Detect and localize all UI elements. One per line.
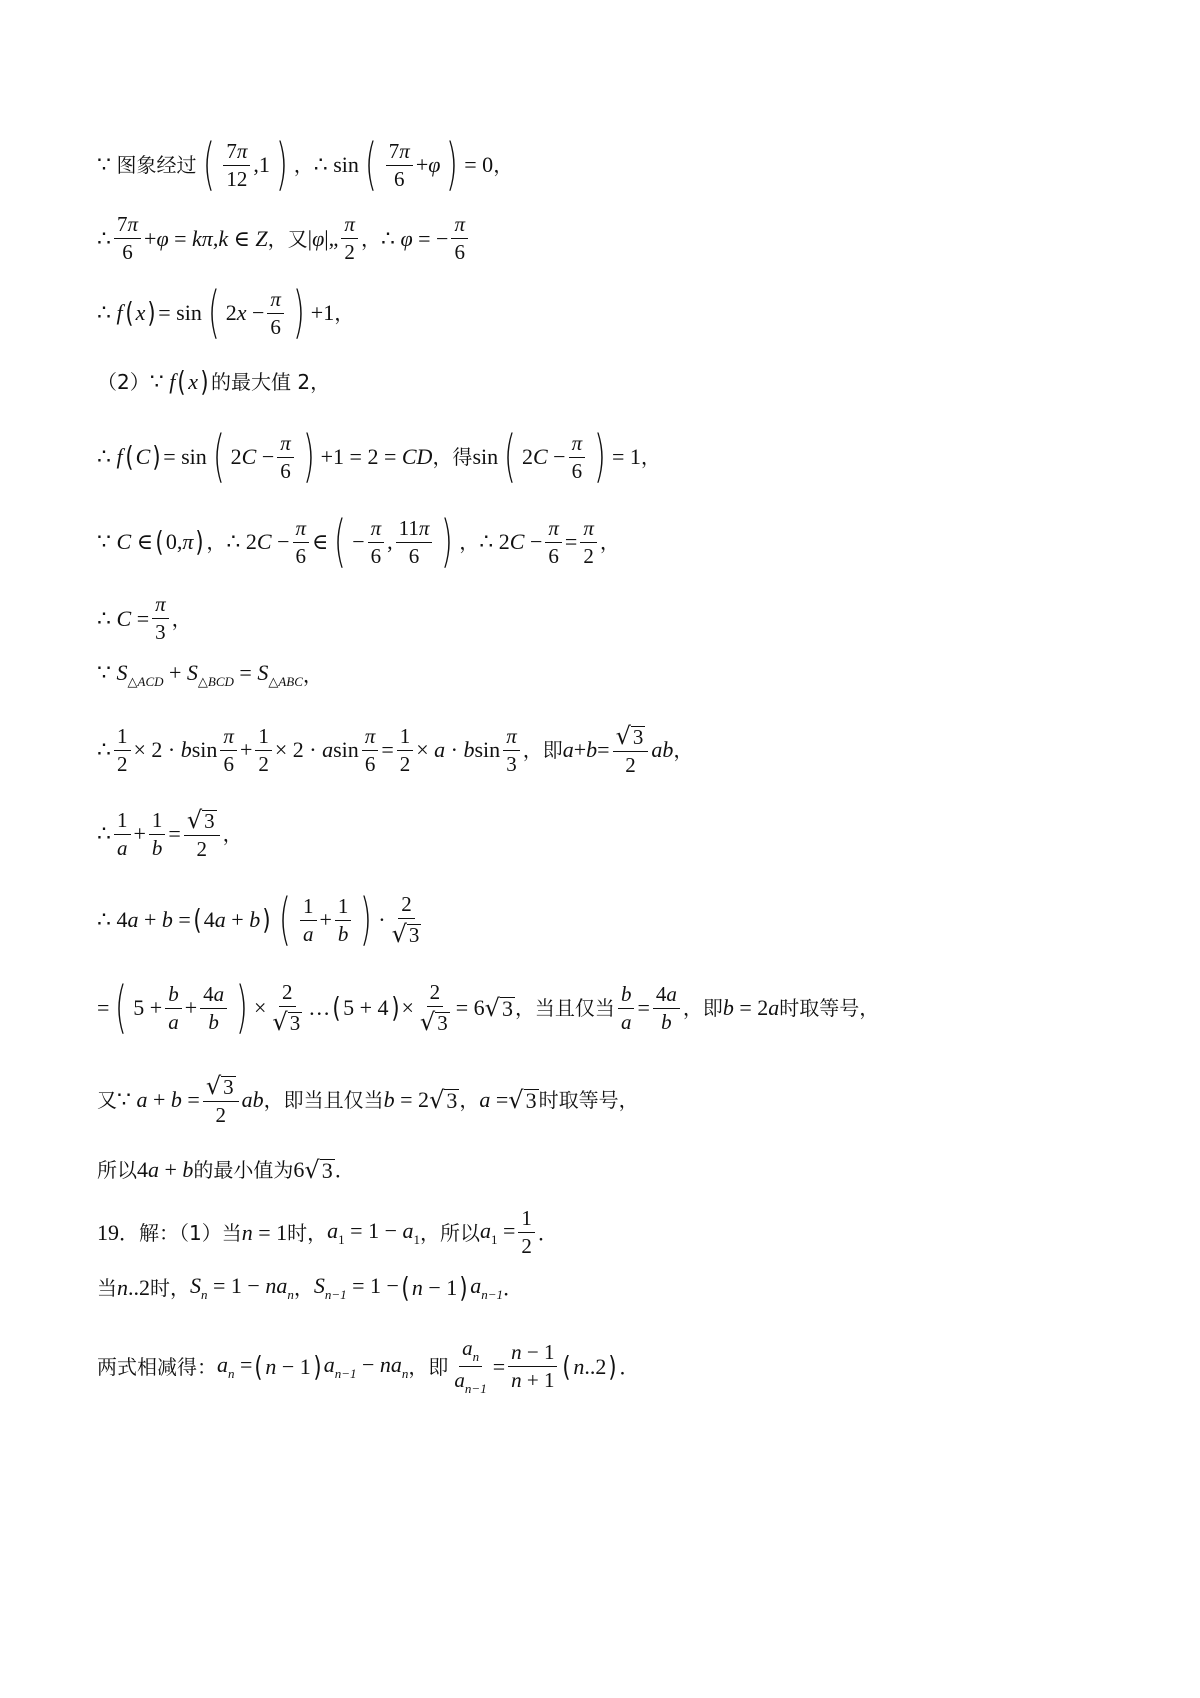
line-13: 又 ∵ a + b = √ 3 2 ab ，即当且仅当 b = 2 √ 3 ， a = √ 3 时取等号， — [97, 1072, 639, 1127]
line-3: ∴ f ( x ) = sin ( 2x − $\frac{\pi}{6}$ ) +1 ， — [97, 280, 355, 345]
line-7: ∴ C = $\frac{\pi}{3}$ ， — [97, 592, 192, 644]
line-4: （2） ∵ f ( x ) 的最大值 2， — [97, 365, 331, 398]
line-14: 所以 4a + b 的最小值为 6 √ 3 ． — [97, 1156, 355, 1184]
line-12: = ( 5 + $\frac{b}{a}$ + $\frac{4a}{b}$ ) × 2 √ 3 … ( 5 + 4 ) × 2 √ 3 = 6 √ 3 ，当且仅当 $\frac{b}{a}$ = $\frac{4a}{b}$ ，即 b = 2a 时取等号， — [97, 974, 880, 1040]
line-1: ∵ 图象经过 ( $\frac{7\pi}{12}$ ,1 ) ， ∴ sin ( $\frac{7\pi}{6}$ +φ ) = 0 ， — [97, 132, 514, 197]
line-9: ∴ $\frac{1}{2}$ × 2 · bsin $\frac{\pi}{6}$ + $\frac{1}{2}$ × 2 · asin $\frac{\pi}{6}$ = $\frac{1}{2}$ × a · bsin $\frac{\pi}{3}$ ，即 a + b = √ 3 2 ab ， — [97, 722, 694, 777]
line-17: 两式相减得： $a_n$ = ( n − 1 ) $a_{n-1} - na_n$ ，即 $\frac{a_n}{a_{n-1}}$ = $\frac{n - 1}{n + 1}$ ( n..2 ) ． — [97, 1336, 640, 1396]
line-10: ∴ $\frac{1}{a}$ + $\frac{1}{b}$ = √ 3 2 ， — [97, 806, 243, 861]
line-11: ∴ 4a + b = ( 4a + b ) ( $\frac{1}{a}$ + $\frac{1}{b}$ ) · 2 √ 3 — [97, 886, 420, 952]
line-5: ∴ f ( C ) = sin ( 2C − $\frac{\pi}{6}$ ) +1 = 2 = CD ，得 sin ( 2C − $\frac{\pi}{6}$ ) = 1 ， — [97, 424, 661, 489]
line-8: ∵ $S_{\triangle ACD} + S_{\triangle BCD} = S_{\triangle ABC}$ ， — [97, 660, 323, 689]
line-6: ∵ C ∈ ( 0,π ) ， ∴ 2C − $\frac{\pi}{6}$ ∈ ( − $\frac{\pi}{6}$ , $\frac{11\pi}{6}$ ) ， ∴ 2C − $\frac{\pi}{6}$ = $\frac{\pi}{2}$ ， — [97, 509, 620, 574]
line-2: ∴ $\frac{7\pi}{6}$ +φ = kπ,k ∈ Z ，又 |φ|„ $\frac{\pi}{2}$ ， ∴ φ = − $\frac{\pi}{6}$ — [97, 214, 471, 263]
line-16: 当 n..2 时， $S_n = 1 - na_n$ ， $S_{n-1} = 1$ − ( n − 1 ) $a_{n-1}$ ． — [97, 1271, 524, 1304]
line-15: 19 ．解：（1）当 n = 1 时， $a_1 = 1 - a_1$ ，所以 $a_1$ = $\frac{1}{2}$ ． — [97, 1206, 558, 1258]
